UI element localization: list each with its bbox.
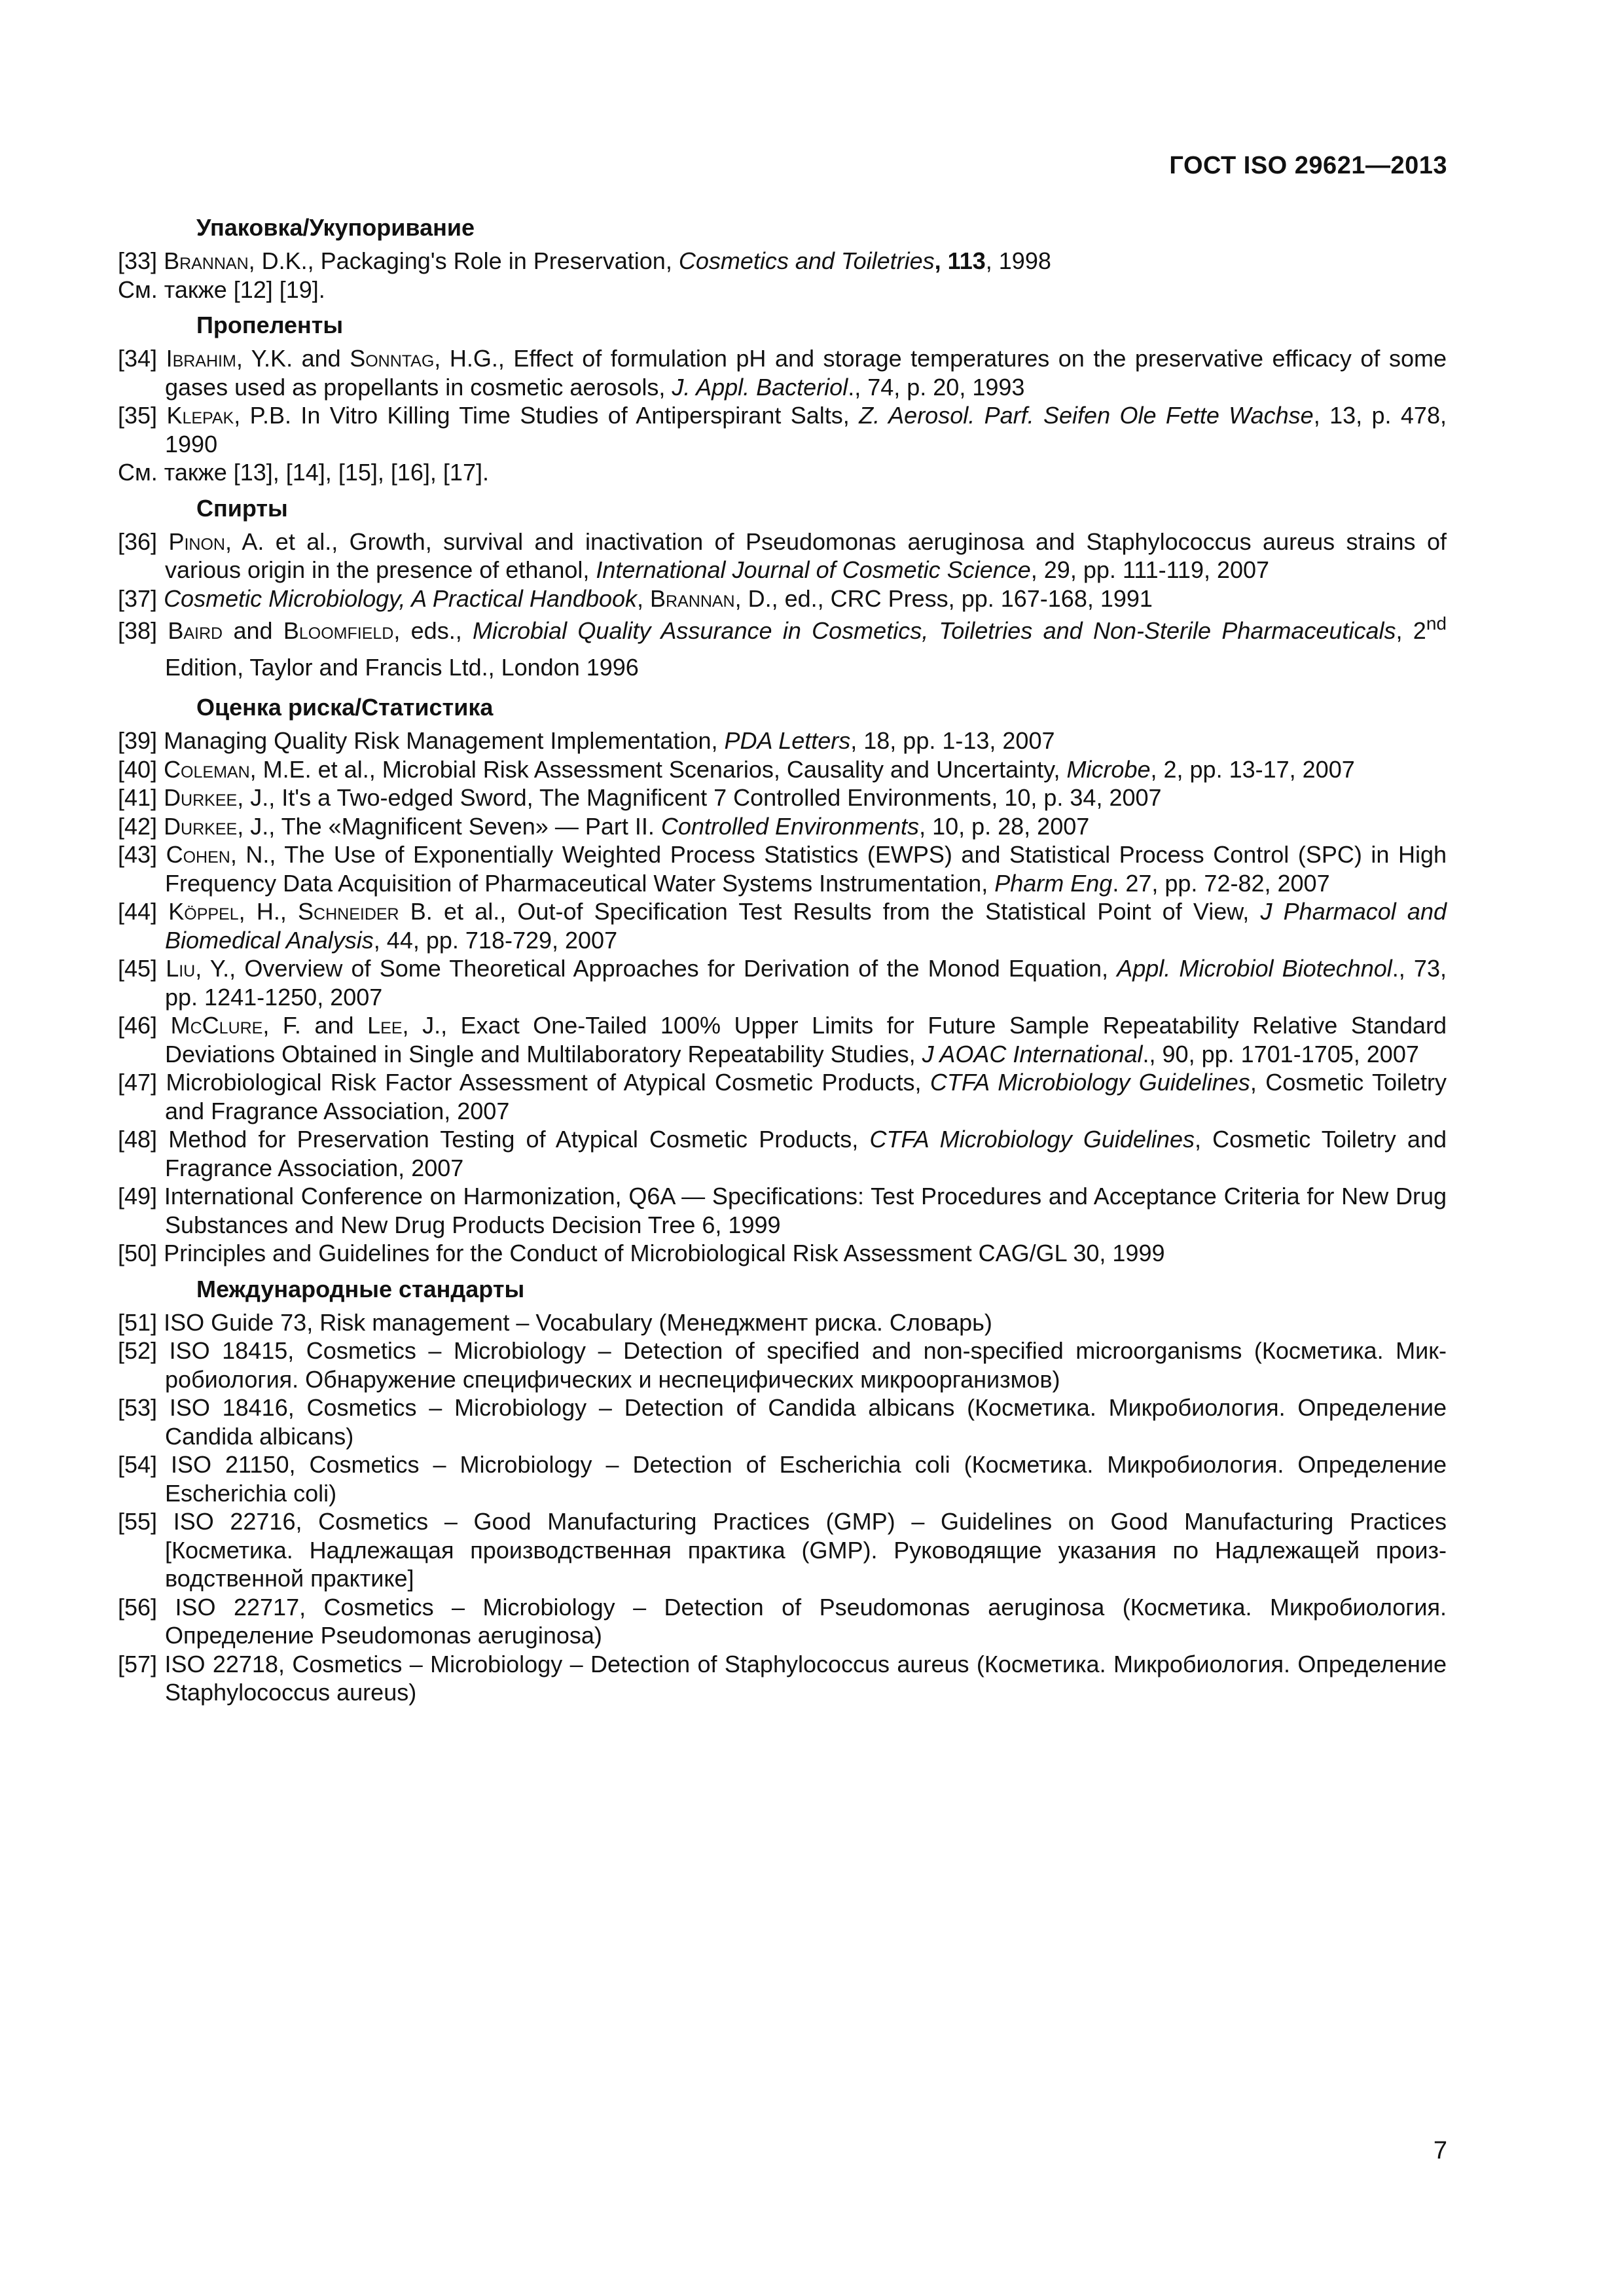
ref-text: ISO 21150, Cosmetics – Microbiology – Detection of Escherichia coli (Косметика. Микробиология. Определение Escherichia coli) xyxy=(165,1451,1447,1507)
ref-number: [45] xyxy=(118,955,158,982)
ref-journal: International Journal of Cosmetic Science xyxy=(596,556,1031,583)
ref-number: [50] xyxy=(118,1240,158,1266)
ref-number: [57] xyxy=(118,1650,158,1677)
ref-number: [37] xyxy=(118,584,158,612)
ref-author: Brannan xyxy=(650,584,735,612)
ref-text: , D., ed., CRC Press, pp. 167-168, 1991 xyxy=(734,584,1153,612)
ref-journal: CTFA Microbiology Guidelines xyxy=(929,1069,1250,1096)
ref-text: , 2, pp. 13-17, 2007 xyxy=(1150,755,1355,783)
ref-journal: CTFA Microbiology Guidelines xyxy=(869,1126,1195,1153)
ref-number: [40] xyxy=(118,755,158,783)
ref-author: Sonntag xyxy=(350,345,435,372)
ref-journal: Pharm Eng xyxy=(994,869,1113,897)
ref-text: , 44, pp. 718-729, 2007 xyxy=(373,926,618,954)
ref-journal: Microbial Quality Assurance in Cosmetics, Toiletries and Non-Sterile Pharmaceuticals xyxy=(473,617,1396,644)
reference-42 xyxy=(118,812,1447,841)
ref-author: Lee xyxy=(367,1012,403,1039)
ref-author: Durkee xyxy=(164,784,238,811)
reference-53 xyxy=(118,1393,1447,1450)
ref-text: , 13, p. 478, 1990 xyxy=(165,402,1447,457)
ref-text: , J., It's a Two-edged Sword, The Magnificent 7 Controlled Environments, 10, p. 34, 2007 xyxy=(237,784,1162,811)
reference-50 xyxy=(118,1239,1447,1268)
reference-41 xyxy=(118,783,1447,812)
ref-author: Cohen xyxy=(166,841,230,868)
section-title-alcohols: Спирты xyxy=(196,494,288,522)
ref-journal: Z. Aerosol. Parf. Seifen Ole Fette Wachse xyxy=(859,402,1314,429)
ref-journal: J AOAC International xyxy=(922,1040,1143,1067)
ref-number: [41] xyxy=(118,784,158,811)
ref-number: [55] xyxy=(118,1508,158,1535)
reference-48 xyxy=(118,1125,1447,1182)
ref-number: [47] xyxy=(118,1069,158,1096)
ref-text: , 10, p. 28, 2007 xyxy=(919,812,1090,840)
ref-number: [42] xyxy=(118,812,158,840)
ref-text: ISO 22717, Cosmetics – Microbiology – Detection of Pseudomonas aeruginosa (Косметика. Микробиология. Определение Pseudomonas aeruginosa) xyxy=(165,1593,1447,1649)
ref-journal: PDA Letters xyxy=(724,727,851,754)
ref-journal: Controlled Environments xyxy=(660,812,920,840)
edition-number: 2 xyxy=(1413,617,1426,644)
ref-text: Principles and Guidelines for the Conduct of Microbiological Risk Assessment CAG/GL 30, 1999 xyxy=(164,1240,1165,1266)
reference-38 xyxy=(118,613,1447,686)
ref-text: Managing Quality Risk Management Implementation, xyxy=(164,727,725,754)
section-title-propellants: Пропеленты xyxy=(196,312,344,338)
ref-text: Edition, Taylor and Francis Ltd., London 1996 xyxy=(165,654,639,681)
ref-number: [34] xyxy=(118,345,158,372)
reference-55 xyxy=(118,1507,1447,1593)
ref-text: , D.K., Packaging's Role in Preservation, xyxy=(248,247,679,274)
ref-text: , J., Exact One-Tailed 100% Upper Limits for Future Sample Repeatability Relative Standard Deviations Obtained in Single and Multilaboratory Repeatability Studies, xyxy=(165,1012,1447,1067)
ref-author: Ibrahim xyxy=(166,345,236,372)
ref-author: Coleman xyxy=(164,755,250,783)
ref-text: , 18, pp. 1-13, 2007 xyxy=(850,727,1055,754)
section-title-packaging: Упаковка/Укупоривание xyxy=(196,214,475,241)
ref-text: International Conference on Harmonization, Q6A — Specifications: Test Procedures and Acceptance Criteria for New Drug Substances and New Drug Products Decision Tree 6, 1999 xyxy=(164,1183,1447,1238)
reference-36 xyxy=(118,528,1447,584)
section-title-risk-assessment: Оценка риска/Статистика xyxy=(196,694,494,721)
reference-44 xyxy=(118,897,1447,954)
reference-49 xyxy=(118,1182,1447,1239)
ref-text: , N., The Use of Exponentially Weighted Process Statistics (EWPS) and Statistical Process Control (SPC) in High Frequency Data Acquisition of Pharmaceutical Water Systems Instrumentation, xyxy=(165,841,1447,897)
ref-number: [52] xyxy=(118,1337,158,1364)
ref-number: [56] xyxy=(118,1593,158,1621)
ref-text: ISO 18416, Cosmetics – Microbiology – Detection of Candida albicans (Косметика. Микробиология. Определение Candida albicans) xyxy=(165,1394,1447,1450)
ref-author: Liu xyxy=(166,955,196,982)
reference-46 xyxy=(118,1011,1447,1068)
reference-52 xyxy=(118,1336,1447,1393)
ref-text: , A. et al., Growth, survival and inactivation of Pseudomonas aeruginosa and Staphylococcus aureus strains of various origin in the presence of ethanol, xyxy=(165,528,1447,583)
ref-text: , 113 xyxy=(934,247,986,274)
ref-journal: Cosmetic Microbiology, A Practical Handbook xyxy=(164,584,638,612)
ref-text: , P.B. In Vitro Killing Time Studies of Antiperspirant Salts, xyxy=(234,402,859,429)
ref-author: Bloomfield xyxy=(283,617,394,644)
ref-text: , Cosmetic Toiletry and Fragrance Association, 2007 xyxy=(165,1069,1447,1124)
reference-54 xyxy=(118,1450,1447,1507)
reference-33 xyxy=(118,247,1447,276)
reference-35 xyxy=(118,401,1447,458)
reference-37 xyxy=(118,584,1447,613)
reference-47 xyxy=(118,1068,1447,1125)
ref-text: , 1998 xyxy=(985,247,1051,274)
ref-journal: Microbe xyxy=(1066,755,1151,783)
section-title-international-standards: Международные стандарты xyxy=(196,1275,525,1302)
reference-34 xyxy=(118,344,1447,401)
ref-journal: Cosmetics and Toiletries xyxy=(678,247,935,274)
ref-text: , eds., xyxy=(393,617,473,644)
ref-text: ., 73, pp. 1241-1250, 2007 xyxy=(165,955,1447,1011)
ref-journal: J. Appl. Bacteriol xyxy=(672,373,848,401)
ref-text: , xyxy=(1396,617,1413,644)
ref-text: , 29, pp. 111-119, 2007 xyxy=(1030,556,1270,583)
reference-39 xyxy=(118,726,1447,755)
ref-journal: Appl. Microbiol Biotechnol xyxy=(1117,955,1392,982)
ref-number: [54] xyxy=(118,1451,158,1478)
ref-number: [33] xyxy=(118,247,158,274)
ref-text: , H.G., Effect of formulation pH and storage temperatures on the preservative efficacy of some gases used as propellants in cosmetic aerosols, xyxy=(165,345,1447,401)
document-id-header: ГОСТ ISO 29621—2013 xyxy=(1169,152,1447,179)
ref-number: [43] xyxy=(118,841,158,868)
ref-text: , Y., Overview of Some Theoretical Approaches for Derivation of the Monod Equation, xyxy=(195,955,1117,982)
ref-text: , H., xyxy=(238,898,298,925)
ref-number: [51] xyxy=(118,1308,158,1336)
ref-text: , M.E. et al., Microbial Risk Assessment Scenarios, Causality and Uncertainty, xyxy=(249,755,1067,783)
ref-author: McClure xyxy=(170,1012,263,1039)
ref-author: Schneider xyxy=(298,898,399,925)
ref-author: Baird xyxy=(168,617,223,644)
ref-text: , J., The «Magnificent Seven» — Part II. xyxy=(237,812,661,840)
ref-number: [39] xyxy=(118,727,158,754)
ref-text: ISO 22716, Cosmetics – Good Manufacturing Practices (GMP) – Guidelines on Good Manufacturing Practices [Косметика. Надлежащая производственная практика (GMP). Руководящие указания по Надлежащей производственной практике] xyxy=(165,1508,1447,1592)
ref-text: . 27, pp. 72-82, 2007 xyxy=(1112,869,1330,897)
ref-number: [48] xyxy=(118,1126,158,1153)
ref-author: Klepak xyxy=(166,402,234,429)
ref-number: [36] xyxy=(118,528,158,555)
reference-43 xyxy=(118,840,1447,897)
ref-author: Durkee xyxy=(164,812,238,840)
reference-57 xyxy=(118,1650,1447,1707)
ref-text: , xyxy=(637,584,651,612)
ref-text: ., 74, p. 20, 1993 xyxy=(848,373,1025,401)
ref-number: [46] xyxy=(118,1012,158,1039)
reference-40 xyxy=(118,755,1447,784)
ref-number: [35] xyxy=(118,402,158,429)
edition-superscript: nd xyxy=(1426,613,1447,634)
page-number: 7 xyxy=(1433,2137,1447,2164)
ref-text: , Y.K. and xyxy=(236,345,350,372)
ref-number: [53] xyxy=(118,1394,158,1421)
ref-text: ISO 18415, Cosmetics – Microbiology – Detection of specified and non-specified microorganisms (Косметика. Микробиология. Обнаружение специфических и неспецифических микроорганизмов) xyxy=(165,1337,1447,1393)
ref-number: [44] xyxy=(118,898,158,925)
ref-text: ISO 22718, Cosmetics – Microbiology – Detection of Staphylococcus aureus (Косметика. Микробиология. Определение Staphylococcus aureus) xyxy=(164,1650,1447,1706)
ref-journal: J Pharmacol and Biomedical Analysis xyxy=(165,898,1447,954)
ref-number: [38] xyxy=(118,617,158,644)
ref-text: , F. and xyxy=(262,1012,368,1039)
ref-text: Method for Preservation Testing of Atypical Cosmetic Products, xyxy=(168,1126,870,1153)
see-also-note: См. также [13], [14], [15], [16], [17]. xyxy=(118,459,489,486)
ref-text: B. et al., Out-of Specification Test Results from the Statistical Point of View, xyxy=(399,898,1261,925)
reference-45 xyxy=(118,954,1447,1011)
ref-text: and xyxy=(223,617,283,644)
bibliography xyxy=(118,213,1447,1707)
ref-number: [49] xyxy=(118,1183,158,1210)
ref-text: ISO Guide 73, Risk management – Vocabulary (Менеджмент риска. Словарь) xyxy=(164,1308,992,1336)
ref-author: Köppel xyxy=(168,898,239,925)
ref-text: Microbiological Risk Factor Assessment of Atypical Cosmetic Products, xyxy=(166,1069,930,1096)
reference-56 xyxy=(118,1593,1447,1650)
see-also-note: См. также [12] [19]. xyxy=(118,276,325,303)
ref-author: Pinon xyxy=(168,528,225,555)
ref-author: Brannan xyxy=(164,247,249,274)
ref-text: , Cosmetic Toiletry and Fragrance Association, 2007 xyxy=(165,1126,1447,1181)
reference-51 xyxy=(118,1308,1447,1337)
ref-text: ., 90, pp. 1701-1705, 2007 xyxy=(1142,1040,1419,1067)
